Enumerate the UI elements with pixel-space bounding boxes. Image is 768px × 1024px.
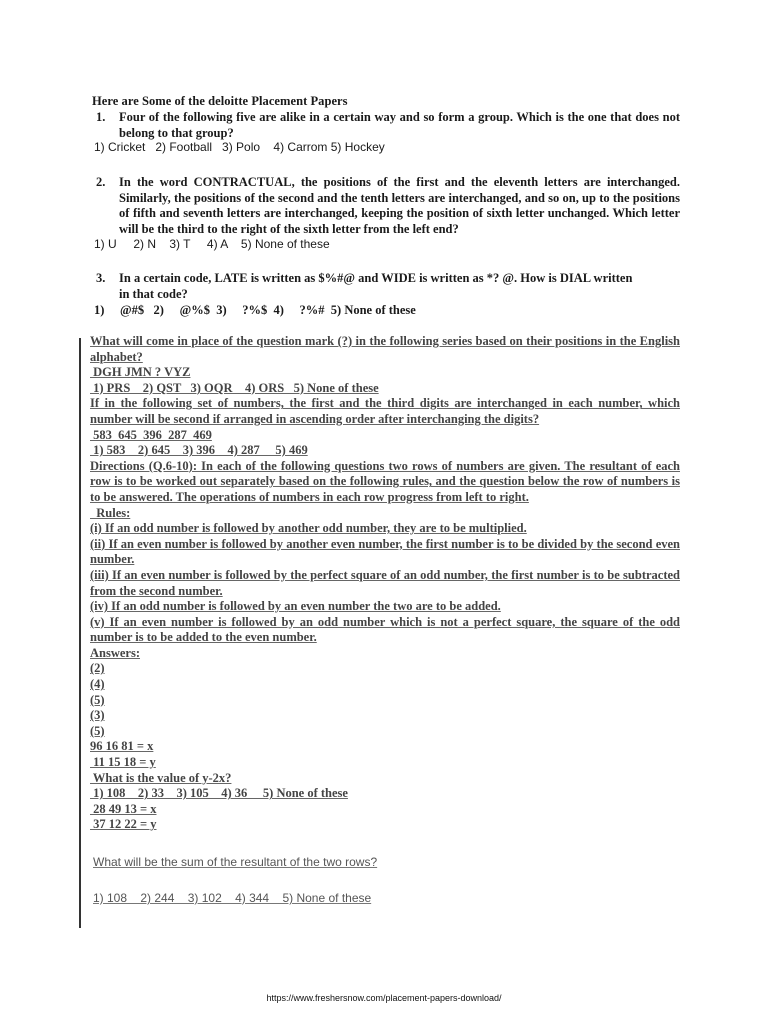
page-heading: Here are Some of the deloitte Placement Papers [92,94,348,108]
answer-item: (4) [90,677,105,692]
rule-item: (i) If an odd number is followed by another odd number, they are to be multiplied. [90,521,527,536]
question-text-line-1: In a certain code, LATE is written as $%#@ and WIDE is written as *? @. How is DIAL written [119,271,633,285]
answer-item: (5) [90,692,105,707]
question-3 [92,271,680,302]
series-options: 1) PRS 2) QST 3) OQR 4) ORS 5) None of these [90,380,379,395]
question-2-options: 1) U 2) N 3) T 4) A 5) None of these [94,237,330,251]
revision-change-bar [79,338,81,928]
answer-item: (2) [90,661,105,676]
series-question: What will come in place of the question mark (?) in the following series based on their positions in the English alphabet? [90,334,680,364]
question-1 [92,110,680,141]
question-number: 2. [96,175,106,189]
question-text: In the word CONTRACTUAL, the positions of the first and the eleventh letters are interchanged. Similarly, the positions of the second and the tenth letters are interchanged, and so on, up to the positions of fifth and seventh letters are interchanged, keeping the position of sixth letter unchanged. Which letter will be the third to the right of the sixth letter from the left end? [119,175,680,236]
digits-options: 1) 583 2) 645 3) 396 4) 287 5) 469 [90,443,308,458]
rule-item: (iv) If an odd number is followed by an even number the two are to be added. [90,599,501,614]
row-x-2: 28 49 13 = x [90,801,157,816]
value-options: 1) 108 2) 33 3) 105 4) 36 5) None of these [90,786,348,801]
row-x: 96 16 81 = x [90,739,154,754]
answer-item: (5) [90,723,105,738]
value-question: What is the value of y-2x? [90,770,232,785]
tracked-changes-block [90,334,680,833]
rule-item: (v) If an even number is followed by an odd number which is not a perfect square, the square of the odd number is to be added to the even number. [90,614,680,645]
row-y: 11 15 18 = y [90,755,156,770]
question-1-options: 1) Cricket 2) Football 3) Polo 4) Carrom 5) Hockey [94,140,385,154]
digits-numbers: 583 645 396 287 469 [90,427,212,442]
rule-item: (ii) If an even number is followed by another even number, the first number is to be divided by the second even number. [90,536,680,567]
question-number: 3. [96,271,106,285]
row-y-2: 37 12 22 = y [90,817,157,832]
digits-question: If in the following set of numbers, the first and the third digits are interchanged in each number, which number will be second if arranged in ascending order after interchanging the digits? [90,396,680,426]
rule-item: (iii) If an even number is followed by the perfect square of an odd number, the first number is to be subtracted from the second number. [90,567,680,598]
sum-question: What will be the sum of the resultant of the two rows? [93,855,378,869]
rules-label: Rules: [90,505,131,520]
answer-item: (3) [90,708,105,723]
answers-label: Answers: [90,645,140,660]
question-2 [92,175,680,237]
directions-text: Directions (Q.6-10): In each of the following questions two rows of numbers are given. The resultant of each row is to be worked out separately based on the following rules, and the question below the row of numbers is to be answered. The operations of numbers in each row progress from left to right. [90,458,680,504]
footer-url: https://www.freshersnow.com/placement-papers-download/ [266,993,502,1003]
sum-options: 1) 108 2) 244 3) 102 4) 344 5) None of these [93,891,372,905]
question-3-options: 1) @#$ 2) @%$ 3) ?%$ 4) ?%# 5) None of these [94,303,416,317]
question-number: 1. [96,110,106,124]
question-text-line-2: in that code? [119,286,188,301]
series-sequence: DGH JMN ? VYZ [90,365,191,380]
question-text: Four of the following five are alike in a certain way and so form a group. Which is the one that does not belong to that group? [119,110,680,140]
